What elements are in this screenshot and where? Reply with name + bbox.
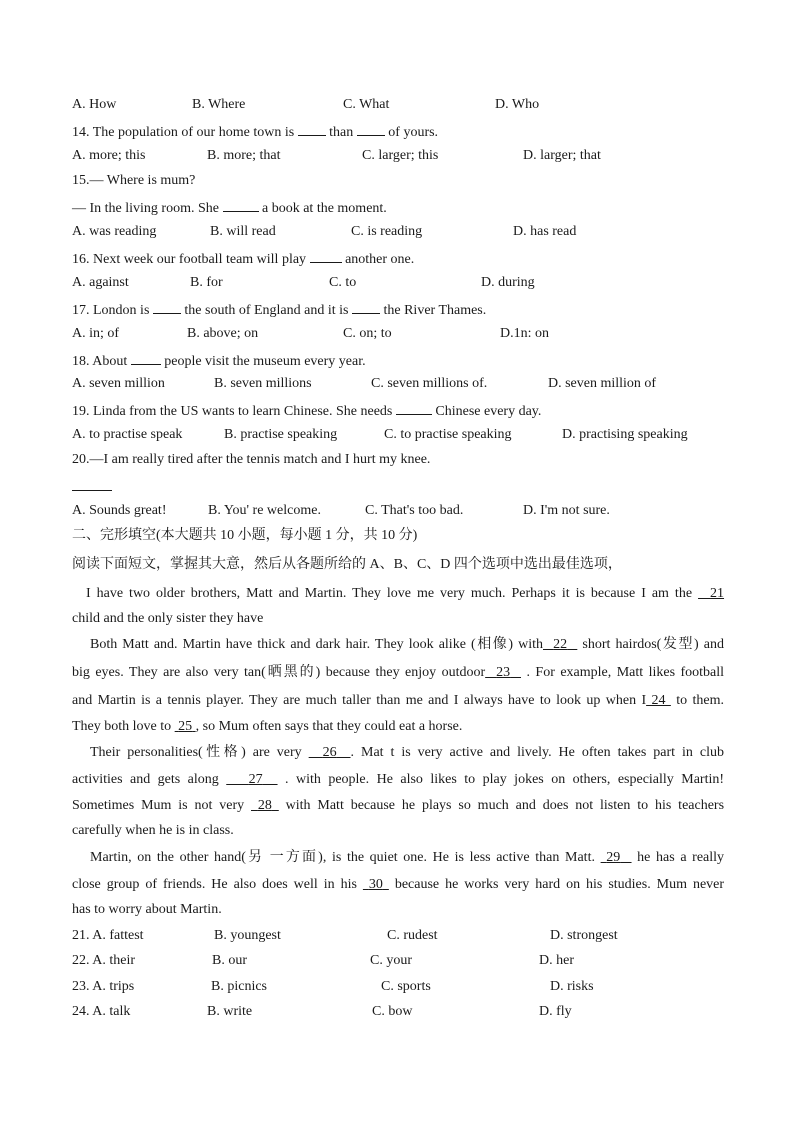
question-16-stem: 16. Next week our football team will play another one. [72,248,414,269]
option-b: B. You' re welcome. [208,503,321,518]
option-a: A. seven million [72,376,165,391]
option-b: B. above; on [187,326,259,341]
option-d: D. fly [539,1004,572,1019]
passage-line: carefully when he is in class. [72,823,234,838]
option-c: C. larger; this [362,148,439,163]
blank-26: 26 [322,745,337,760]
section-instruction: 阅读下面短文，掌握其大意，然后从各题所给的 A、B、C、D 四个选项中选出最佳选项， [72,557,622,572]
option-c: C. sports [381,979,431,994]
passage-line: Martin, on the other hand(另 一方面), is the quiet one. He is less active than Matt. 29 he has a really [90,850,725,865]
passage-line: activities and gets along 27 . with people. He also likes to play jokes on others, especially Martin! [72,772,725,787]
option-a: 23. A. trips [72,979,135,994]
option-a: A. against [72,275,129,290]
blank-27: 27 [248,772,263,787]
option-c: C. is reading [351,224,423,239]
option-c: C. rudest [387,928,438,943]
question-19-stem: 19. Linda from the US wants to learn Chinese. She needs Chinese every day. [72,400,541,421]
option-a: 21. A. fattest [72,928,144,943]
blank-30: 30 [368,877,383,892]
option-a: A. to practise speak [72,427,183,442]
passage-line: Their personalities(性格) are very 26 . Mat t is very active and lively. He often takes part in club [90,745,724,760]
passage-line: and Martin is a tennis player. They are much taller than me and I always have to look up when I 24 to them. [72,693,724,708]
option-b: B. more; that [207,148,281,163]
blank-23: 23 [496,665,511,680]
option-d: D. strongest [550,928,618,943]
option-c: C. to practise speaking [384,427,512,442]
option-d: D. during [481,275,535,290]
option-a: 22. A. their [72,953,135,968]
option-c: C. your [370,953,412,968]
option-a: A. in; of [72,326,120,341]
option-b: B. Where [192,97,246,112]
option-d: D. has read [513,224,577,239]
option-c: C. on; to [343,326,392,341]
blank-29: 29 [606,850,621,865]
question-15-reply: — In the living room. She a book at the moment. [72,197,387,218]
option-c: C. What [343,97,390,112]
option-c: C. That's too bad. [365,503,464,518]
option-d: D. larger; that [523,148,601,163]
blank-24: 24 [651,693,666,708]
option-a: A. was reading [72,224,157,239]
blank [153,299,181,314]
option-d: D.1n: on [500,326,549,341]
option-c: C. to [329,275,357,290]
question-17-stem: 17. London is the south of England and it is the River Thames. [72,299,486,320]
blank [310,248,342,263]
option-b: B. our [212,953,247,968]
option-d: D. I'm not sure. [523,503,610,518]
option-a: A. How [72,97,117,112]
option-c: C. seven millions of. [371,376,488,391]
option-b: B. will read [210,224,276,239]
passage-line: Both Matt and. Martin have thick and dark hair. They look alike (相像) with 22 short hairdos(发型) and [90,637,725,652]
question-20-stem: 20.—I am really tired after the tennis match and I hurt my knee. [72,452,431,467]
option-b: B. write [207,1004,253,1019]
option-d: D. risks [550,979,594,994]
question-18-stem: 18. About people visit the museum every year. [72,350,366,371]
answer-blank-line [72,490,112,491]
blank [298,121,326,136]
blank [352,299,380,314]
passage-line: has to worry about Martin. [72,902,222,917]
blank-21: 21 [710,586,725,601]
option-a: A. more; this [72,148,146,163]
passage-line: big eyes. They are also very tan(晒黑的) because they enjoy outdoor 23 . For example, Matt likes football [72,665,725,680]
option-b: B. practise speaking [224,427,338,442]
option-b: B. picnics [211,979,267,994]
blank [357,121,385,136]
question-15-stem: 15.— Where is mum? [72,173,196,188]
passage-line: close group of friends. He also does well in his 30 because he works very hard on his studies. Mum never [72,877,725,892]
blank [396,400,432,415]
blank [223,197,259,212]
passage-line: They both love to 25 , so Mum often says that they could eat a horse. [72,719,463,734]
blank [131,350,161,365]
option-d: D. practising speaking [562,427,688,442]
passage-line: child and the only sister they have [72,611,264,626]
passage-line: Sometimes Mum is not very 28 with Matt because he plays so much and does not listen to his teachers [72,798,725,813]
passage-line: I have two older brothers, Matt and Martin. They love me very much. Perhaps it is because I am the 21 [86,586,725,601]
option-b: B. for [190,275,223,290]
option-b: B. seven millions [214,376,312,391]
option-d: D. Who [495,97,540,112]
option-d: D. seven million of [548,376,657,391]
option-b: B. youngest [214,928,281,943]
option-c: C. bow [372,1004,413,1019]
option-a: A. Sounds great! [72,503,167,518]
blank-28: 28 [257,798,272,813]
blank-22: 22 [553,637,568,652]
question-14-stem: 14. The population of our home town is than of yours. [72,121,438,142]
option-d: D. her [539,953,574,968]
section-heading: 二、完形填空(本大题共 10 小题，每小题 1 分，共 10 分) [72,528,418,543]
blank-25: 25 [178,719,193,734]
option-a: 24. A. talk [72,1004,131,1019]
